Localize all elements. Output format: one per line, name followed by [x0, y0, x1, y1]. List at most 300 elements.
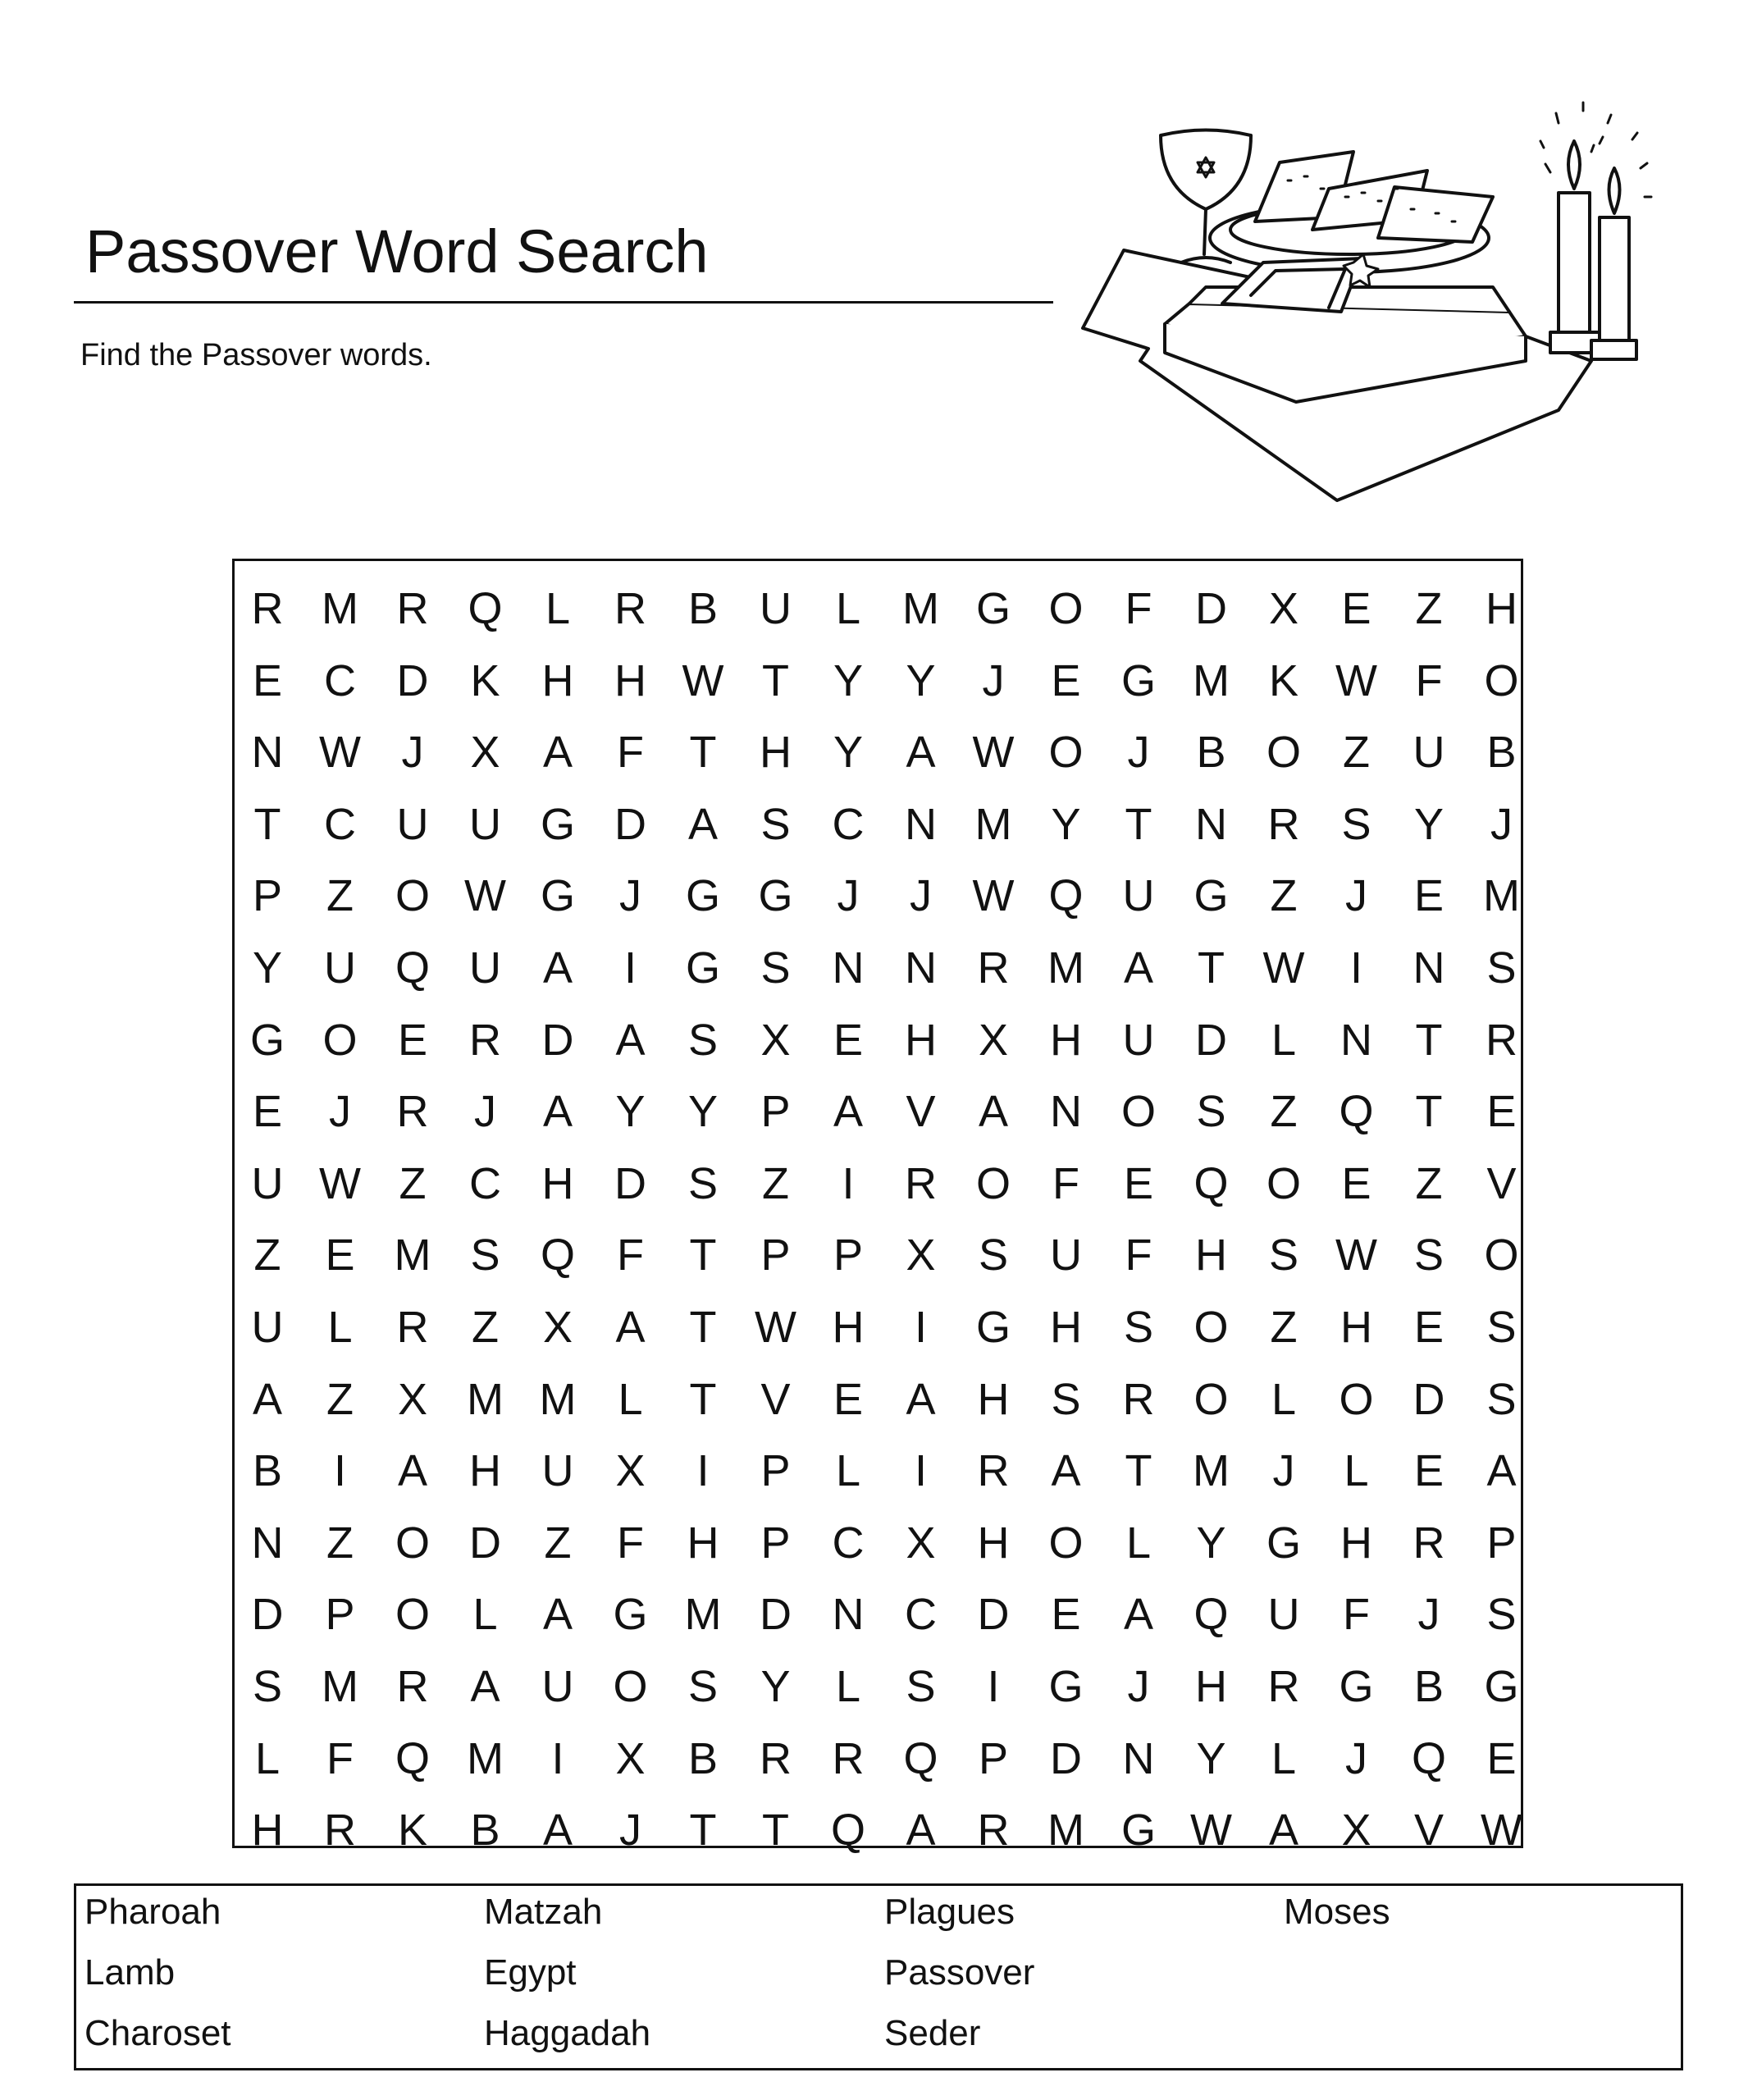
grid-letter[interactable]: N — [905, 799, 937, 849]
grid-letter[interactable]: Z — [1415, 1158, 1443, 1208]
grid-letter[interactable]: N — [905, 943, 937, 993]
grid-letter[interactable]: S — [1486, 1590, 1517, 1640]
grid-letter[interactable]: H — [614, 655, 646, 705]
grid-letter[interactable]: R — [1267, 1661, 1300, 1711]
grid-letter[interactable]: X — [1341, 1806, 1371, 1856]
grid-letter[interactable]: J — [982, 655, 1005, 705]
grid-letter[interactable]: U — [1050, 1230, 1082, 1281]
grid-letter[interactable]: A — [833, 1087, 864, 1137]
grid-letter[interactable]: G — [540, 799, 575, 849]
grid-letter[interactable]: A — [542, 1806, 573, 1856]
grid-letter[interactable]: Z — [326, 1374, 354, 1424]
grid-letter[interactable]: U — [396, 799, 429, 849]
grid-letter[interactable]: Q — [830, 1806, 865, 1856]
grid-letter[interactable]: I — [1349, 943, 1362, 993]
grid-letter[interactable]: S — [1486, 943, 1517, 993]
grid-letter[interactable]: P — [833, 1230, 864, 1281]
grid-letter[interactable]: K — [397, 1806, 428, 1856]
grid-letter[interactable]: E — [1341, 1158, 1371, 1208]
grid-letter[interactable]: S — [1486, 1374, 1517, 1424]
grid-letter[interactable]: W — [464, 871, 506, 921]
grid-letter[interactable]: O — [1048, 728, 1084, 778]
grid-letter[interactable]: G — [1266, 1518, 1301, 1568]
grid-letter[interactable]: A — [1123, 1590, 1154, 1640]
grid-letter[interactable]: F — [326, 1733, 354, 1783]
grid-letter[interactable]: T — [689, 1302, 717, 1352]
grid-letter[interactable]: N — [1413, 943, 1445, 993]
grid-letter[interactable]: F — [617, 728, 644, 778]
grid-letter[interactable]: E — [1486, 1087, 1517, 1137]
grid-letter[interactable]: P — [760, 1087, 791, 1137]
grid-letter[interactable]: Q — [1193, 1158, 1229, 1208]
grid-letter[interactable]: L — [1125, 1518, 1152, 1568]
grid-letter[interactable]: E — [1051, 655, 1081, 705]
grid-letter[interactable]: Z — [472, 1302, 499, 1352]
grid-letter[interactable]: A — [615, 1302, 646, 1352]
grid-letter[interactable]: V — [1486, 1158, 1517, 1208]
grid-letter[interactable]: R — [396, 1302, 429, 1352]
grid-letter[interactable]: T — [1415, 1087, 1443, 1137]
grid-letter[interactable]: J — [1490, 799, 1513, 849]
grid-letter[interactable]: Y — [1196, 1733, 1226, 1783]
grid-letter[interactable]: I — [987, 1661, 1000, 1711]
grid-letter[interactable]: G — [1339, 1661, 1374, 1711]
grid-letter[interactable]: R — [1486, 1015, 1518, 1065]
grid-letter[interactable]: T — [689, 1806, 717, 1856]
grid-letter[interactable]: H — [760, 728, 792, 778]
grid-letter[interactable]: Z — [399, 1158, 427, 1208]
grid-letter[interactable]: E — [1413, 1446, 1444, 1496]
grid-letter[interactable]: N — [1122, 1733, 1155, 1783]
grid-letter[interactable]: Y — [1413, 799, 1444, 849]
grid-letter[interactable]: C — [832, 799, 865, 849]
grid-letter[interactable]: E — [1123, 1158, 1154, 1208]
grid-letter[interactable]: S — [252, 1661, 283, 1711]
grid-letter[interactable]: N — [1340, 1015, 1372, 1065]
grid-letter[interactable]: Z — [762, 1158, 789, 1208]
grid-letter[interactable]: S — [687, 1158, 719, 1208]
grid-letter[interactable]: E — [1341, 584, 1371, 633]
grid-letter[interactable]: I — [623, 943, 637, 993]
grid-letter[interactable]: A — [252, 1374, 283, 1424]
grid-letter[interactable]: H — [687, 1518, 719, 1568]
grid-letter[interactable]: S — [1486, 1302, 1517, 1352]
grid-letter[interactable]: E — [1051, 1590, 1081, 1640]
grid-letter[interactable]: E — [252, 655, 283, 705]
grid-letter[interactable]: I — [333, 1446, 346, 1496]
grid-letter[interactable]: T — [762, 1806, 789, 1856]
grid-letter[interactable]: Z — [1270, 1087, 1298, 1137]
grid-letter[interactable]: C — [324, 799, 356, 849]
grid-letter[interactable]: A — [1051, 1446, 1081, 1496]
grid-letter[interactable]: T — [1125, 1446, 1152, 1496]
grid-letter[interactable]: D — [469, 1518, 501, 1568]
grid-letter[interactable]: H — [1050, 1015, 1082, 1065]
grid-letter[interactable]: L — [1271, 1733, 1297, 1783]
grid-letter[interactable]: U — [1122, 1015, 1155, 1065]
grid-letter[interactable]: A — [906, 728, 936, 778]
grid-letter[interactable]: Y — [906, 655, 936, 705]
grid-letter[interactable]: M — [1483, 871, 1520, 921]
grid-letter[interactable]: S — [760, 943, 791, 993]
grid-letter[interactable]: X — [615, 1733, 646, 1783]
grid-letter[interactable]: W — [1190, 1806, 1232, 1856]
grid-letter[interactable]: B — [687, 584, 719, 633]
grid-letter[interactable]: T — [689, 1230, 717, 1281]
grid-letter[interactable]: A — [470, 1661, 500, 1711]
grid-letter[interactable]: U — [1267, 1590, 1300, 1640]
grid-letter[interactable]: X — [906, 1230, 936, 1281]
grid-letter[interactable]: T — [1198, 943, 1225, 993]
grid-letter[interactable]: O — [1120, 1087, 1156, 1137]
grid-letter[interactable]: O — [1193, 1302, 1229, 1352]
grid-letter[interactable]: H — [1195, 1661, 1227, 1711]
grid-letter[interactable]: D — [614, 799, 646, 849]
grid-letter[interactable]: A — [1268, 1806, 1299, 1856]
grid-letter[interactable]: U — [1122, 871, 1155, 921]
grid-letter[interactable]: S — [1051, 1374, 1081, 1424]
grid-letter[interactable]: F — [1415, 655, 1443, 705]
grid-letter[interactable]: P — [760, 1230, 791, 1281]
grid-letter[interactable]: M — [1047, 943, 1084, 993]
grid-letter[interactable]: K — [1268, 655, 1299, 705]
grid-letter[interactable]: M — [902, 584, 939, 633]
grid-letter[interactable]: S — [470, 1230, 500, 1281]
grid-letter[interactable]: I — [842, 1158, 855, 1208]
grid-letter[interactable]: G — [685, 943, 720, 993]
grid-letter[interactable]: I — [551, 1733, 564, 1783]
grid-letter[interactable]: E — [1486, 1733, 1517, 1783]
grid-letter[interactable]: A — [1123, 943, 1154, 993]
grid-letter[interactable]: H — [1050, 1302, 1082, 1352]
grid-letter[interactable]: D — [1195, 1015, 1227, 1065]
grid-letter[interactable]: U — [469, 943, 501, 993]
grid-letter[interactable]: Z — [1270, 1302, 1298, 1352]
grid-letter[interactable]: C — [324, 655, 356, 705]
grid-letter[interactable]: R — [977, 943, 1010, 993]
grid-letter[interactable]: J — [1272, 1446, 1295, 1496]
grid-letter[interactable]: S — [1268, 1230, 1299, 1281]
grid-letter[interactable]: W — [972, 728, 1015, 778]
grid-letter[interactable]: B — [1486, 728, 1517, 778]
grid-letter[interactable]: L — [1271, 1015, 1297, 1065]
grid-letter[interactable]: H — [905, 1015, 937, 1065]
grid-letter[interactable]: R — [977, 1806, 1010, 1856]
grid-letter[interactable]: G — [613, 1590, 648, 1640]
grid-letter[interactable]: Y — [833, 655, 864, 705]
grid-letter[interactable]: D — [541, 1015, 574, 1065]
grid-letter[interactable]: Y — [760, 1661, 791, 1711]
grid-letter[interactable]: S — [760, 799, 791, 849]
grid-letter[interactable]: R — [469, 1015, 501, 1065]
grid-letter[interactable]: G — [249, 1015, 285, 1065]
grid-letter[interactable]: T — [1125, 799, 1152, 849]
grid-letter[interactable]: I — [914, 1302, 927, 1352]
grid-letter[interactable]: U — [541, 1661, 574, 1711]
grid-letter[interactable]: G — [685, 871, 720, 921]
grid-letter[interactable]: R — [396, 584, 429, 633]
grid-letter[interactable]: O — [975, 1158, 1011, 1208]
grid-letter[interactable]: O — [1193, 1374, 1229, 1424]
grid-letter[interactable]: D — [1195, 584, 1227, 633]
grid-letter[interactable]: T — [689, 1374, 717, 1424]
grid-letter[interactable]: X — [542, 1302, 573, 1352]
grid-letter[interactable]: O — [322, 1015, 358, 1065]
grid-letter[interactable]: H — [251, 1806, 284, 1856]
grid-letter[interactable]: F — [1125, 584, 1152, 633]
grid-letter[interactable]: S — [687, 1661, 719, 1711]
grid-letter[interactable]: X — [397, 1374, 428, 1424]
grid-letter[interactable]: L — [545, 584, 571, 633]
grid-letter[interactable]: Y — [615, 1087, 646, 1137]
grid-letter[interactable]: M — [322, 1661, 358, 1711]
grid-letter[interactable]: S — [1196, 1087, 1226, 1137]
grid-letter[interactable]: J — [401, 728, 424, 778]
grid-letter[interactable]: A — [978, 1087, 1009, 1137]
grid-letter[interactable]: R — [396, 1087, 429, 1137]
grid-letter[interactable]: H — [977, 1374, 1010, 1424]
grid-letter[interactable]: C — [905, 1590, 937, 1640]
grid-letter[interactable]: J — [837, 871, 860, 921]
grid-letter[interactable]: A — [397, 1446, 428, 1496]
grid-letter[interactable]: A — [906, 1806, 936, 1856]
grid-letter[interactable]: W — [319, 728, 361, 778]
grid-letter[interactable]: D — [1413, 1374, 1445, 1424]
grid-letter[interactable]: X — [906, 1518, 936, 1568]
grid-letter[interactable]: Q — [1048, 871, 1084, 921]
grid-letter[interactable]: J — [1127, 728, 1150, 778]
grid-letter[interactable]: K — [470, 655, 500, 705]
grid-letter[interactable]: D — [614, 1158, 646, 1208]
grid-letter[interactable]: O — [395, 871, 430, 921]
grid-letter[interactable]: H — [977, 1518, 1010, 1568]
grid-letter[interactable]: B — [1196, 728, 1226, 778]
grid-letter[interactable]: G — [1120, 1806, 1156, 1856]
grid-letter[interactable]: J — [910, 871, 932, 921]
grid-letter[interactable]: Z — [1270, 871, 1298, 921]
grid-letter[interactable]: Y — [1196, 1518, 1226, 1568]
grid-letter[interactable]: J — [619, 871, 641, 921]
grid-letter[interactable]: E — [325, 1230, 355, 1281]
grid-letter[interactable]: X — [615, 1446, 646, 1496]
grid-letter[interactable]: R — [1122, 1374, 1155, 1424]
grid-letter[interactable]: B — [687, 1733, 719, 1783]
grid-letter[interactable]: J — [474, 1087, 496, 1137]
grid-letter[interactable]: L — [472, 1590, 498, 1640]
grid-letter[interactable]: V — [760, 1374, 791, 1424]
grid-letter[interactable]: T — [689, 728, 717, 778]
grid-letter[interactable]: T — [1415, 1015, 1443, 1065]
grid-letter[interactable]: N — [1050, 1087, 1082, 1137]
grid-letter[interactable]: U — [251, 1302, 284, 1352]
grid-letter[interactable]: H — [469, 1446, 501, 1496]
grid-letter[interactable]: S — [1123, 1302, 1154, 1352]
grid-letter[interactable]: O — [1484, 655, 1519, 705]
grid-letter[interactable]: O — [1266, 728, 1301, 778]
grid-letter[interactable]: M — [539, 1374, 577, 1424]
grid-letter[interactable]: N — [832, 943, 865, 993]
grid-letter[interactable]: A — [615, 1015, 646, 1065]
grid-letter[interactable]: R — [614, 584, 646, 633]
grid-letter[interactable]: L — [254, 1733, 281, 1783]
grid-letter[interactable]: O — [1266, 1158, 1301, 1208]
grid-letter[interactable]: O — [1048, 584, 1084, 633]
grid-letter[interactable]: F — [1125, 1230, 1152, 1281]
grid-letter[interactable]: M — [684, 1590, 722, 1640]
grid-letter[interactable]: A — [542, 728, 573, 778]
grid-letter[interactable]: X — [760, 1015, 791, 1065]
grid-letter[interactable]: A — [1486, 1446, 1517, 1496]
grid-letter[interactable]: Q — [540, 1230, 575, 1281]
grid-letter[interactable]: G — [975, 1302, 1011, 1352]
grid-letter[interactable]: M — [1047, 1806, 1084, 1856]
grid-letter[interactable]: T — [762, 655, 789, 705]
grid-letter[interactable]: O — [395, 1518, 430, 1568]
grid-letter[interactable]: Y — [252, 943, 283, 993]
grid-letter[interactable]: P — [978, 1733, 1009, 1783]
grid-letter[interactable]: S — [687, 1015, 719, 1065]
grid-letter[interactable]: W — [1262, 943, 1305, 993]
grid-letter[interactable]: P — [760, 1446, 791, 1496]
grid-letter[interactable]: E — [1413, 1302, 1444, 1352]
grid-letter[interactable]: O — [1484, 1230, 1519, 1281]
grid-letter[interactable]: M — [1193, 655, 1230, 705]
grid-letter[interactable]: D — [977, 1590, 1010, 1640]
grid-letter[interactable]: G — [540, 871, 575, 921]
grid-letter[interactable]: U — [251, 1158, 284, 1208]
grid-letter[interactable]: M — [1193, 1446, 1230, 1496]
grid-letter[interactable]: S — [1341, 799, 1371, 849]
grid-letter[interactable]: J — [1345, 871, 1367, 921]
grid-letter[interactable]: N — [251, 1518, 284, 1568]
grid-letter[interactable]: L — [1344, 1446, 1369, 1496]
grid-letter[interactable]: L — [835, 1446, 861, 1496]
grid-letter[interactable]: E — [1413, 871, 1444, 921]
grid-letter[interactable]: O — [613, 1661, 648, 1711]
grid-letter[interactable]: F — [617, 1230, 644, 1281]
grid-letter[interactable]: G — [1048, 1661, 1084, 1711]
grid-letter[interactable]: H — [1486, 584, 1518, 633]
grid-letter[interactable]: Z — [1415, 584, 1443, 633]
grid-letter[interactable]: R — [832, 1733, 865, 1783]
grid-letter[interactable]: S — [906, 1661, 936, 1711]
grid-letter[interactable]: A — [906, 1374, 936, 1424]
grid-letter[interactable]: J — [1417, 1590, 1440, 1640]
grid-letter[interactable]: G — [1484, 1661, 1519, 1711]
grid-letter[interactable]: H — [541, 1158, 574, 1208]
grid-letter[interactable]: Q — [903, 1733, 938, 1783]
grid-letter[interactable]: U — [324, 943, 356, 993]
grid-letter[interactable]: L — [1271, 1374, 1297, 1424]
grid-letter[interactable]: L — [618, 1374, 643, 1424]
grid-letter[interactable]: X — [1268, 584, 1299, 633]
grid-letter[interactable]: C — [469, 1158, 501, 1208]
grid-letter[interactable]: W — [755, 1302, 796, 1352]
grid-letter[interactable]: F — [1052, 1158, 1079, 1208]
grid-letter[interactable]: H — [1195, 1230, 1227, 1281]
grid-letter[interactable]: D — [760, 1590, 792, 1640]
grid-letter[interactable]: R — [977, 1446, 1010, 1496]
grid-letter[interactable]: H — [541, 655, 574, 705]
grid-letter[interactable]: L — [327, 1302, 353, 1352]
grid-letter[interactable]: F — [617, 1518, 644, 1568]
grid-letter[interactable]: O — [1339, 1374, 1374, 1424]
grid-letter[interactable]: Q — [1193, 1590, 1229, 1640]
grid-letter[interactable]: I — [696, 1446, 710, 1496]
grid-letter[interactable]: I — [914, 1446, 927, 1496]
grid-letter[interactable]: M — [394, 1230, 431, 1281]
grid-letter[interactable]: U — [1413, 728, 1445, 778]
grid-letter[interactable]: W — [1335, 655, 1377, 705]
grid-letter[interactable]: Q — [468, 584, 503, 633]
grid-letter[interactable]: R — [905, 1158, 937, 1208]
grid-letter[interactable]: B — [470, 1806, 500, 1856]
grid-letter[interactable]: T — [253, 799, 281, 849]
grid-letter[interactable]: U — [541, 1446, 574, 1496]
grid-letter[interactable]: L — [835, 584, 861, 633]
grid-letter[interactable]: O — [1048, 1518, 1084, 1568]
grid-letter[interactable]: S — [978, 1230, 1009, 1281]
grid-letter[interactable]: R — [760, 1733, 792, 1783]
grid-letter[interactable]: Y — [1051, 799, 1081, 849]
grid-letter[interactable]: E — [252, 1087, 283, 1137]
grid-letter[interactable]: P — [325, 1590, 355, 1640]
grid-letter[interactable]: Q — [1339, 1087, 1374, 1137]
grid-letter[interactable]: A — [542, 1087, 573, 1137]
grid-letter[interactable]: A — [542, 1590, 573, 1640]
grid-letter[interactable]: C — [832, 1518, 865, 1568]
grid-letter[interactable]: O — [395, 1590, 430, 1640]
grid-letter[interactable]: W — [972, 871, 1015, 921]
grid-letter[interactable]: W — [1335, 1230, 1377, 1281]
grid-letter[interactable]: Z — [326, 871, 354, 921]
grid-letter[interactable]: W — [682, 655, 724, 705]
grid-letter[interactable]: J — [329, 1087, 351, 1137]
grid-letter[interactable]: V — [906, 1087, 936, 1137]
grid-letter[interactable]: D — [251, 1590, 284, 1640]
grid-letter[interactable]: P — [252, 871, 283, 921]
grid-letter[interactable]: R — [324, 1806, 356, 1856]
grid-letter[interactable]: H — [1340, 1518, 1372, 1568]
grid-letter[interactable]: L — [835, 1661, 861, 1711]
grid-letter[interactable]: J — [619, 1806, 641, 1856]
grid-letter[interactable]: X — [470, 728, 500, 778]
grid-letter[interactable]: Y — [833, 728, 864, 778]
grid-letter[interactable]: M — [467, 1374, 504, 1424]
grid-letter[interactable]: G — [975, 584, 1011, 633]
grid-letter[interactable]: U — [760, 584, 792, 633]
grid-letter[interactable]: M — [322, 584, 358, 633]
grid-letter[interactable]: V — [1413, 1806, 1444, 1856]
grid-letter[interactable]: Z — [253, 1230, 281, 1281]
grid-letter[interactable]: M — [974, 799, 1012, 849]
grid-letter[interactable]: Q — [395, 1733, 430, 1783]
grid-letter[interactable]: D — [1050, 1733, 1082, 1783]
grid-letter[interactable]: H — [1340, 1302, 1372, 1352]
grid-letter[interactable]: A — [542, 943, 573, 993]
grid-letter[interactable]: F — [1343, 1590, 1370, 1640]
grid-letter[interactable]: Z — [1343, 728, 1370, 778]
grid-letter[interactable]: J — [1127, 1661, 1150, 1711]
grid-letter[interactable]: E — [833, 1015, 864, 1065]
grid-letter[interactable]: W — [319, 1158, 361, 1208]
grid-letter[interactable]: E — [397, 1015, 428, 1065]
grid-letter[interactable]: B — [1413, 1661, 1444, 1711]
grid-letter[interactable]: N — [832, 1590, 865, 1640]
grid-letter[interactable]: R — [1413, 1518, 1445, 1568]
grid-letter[interactable]: M — [467, 1733, 504, 1783]
grid-letter[interactable]: Y — [687, 1087, 719, 1137]
